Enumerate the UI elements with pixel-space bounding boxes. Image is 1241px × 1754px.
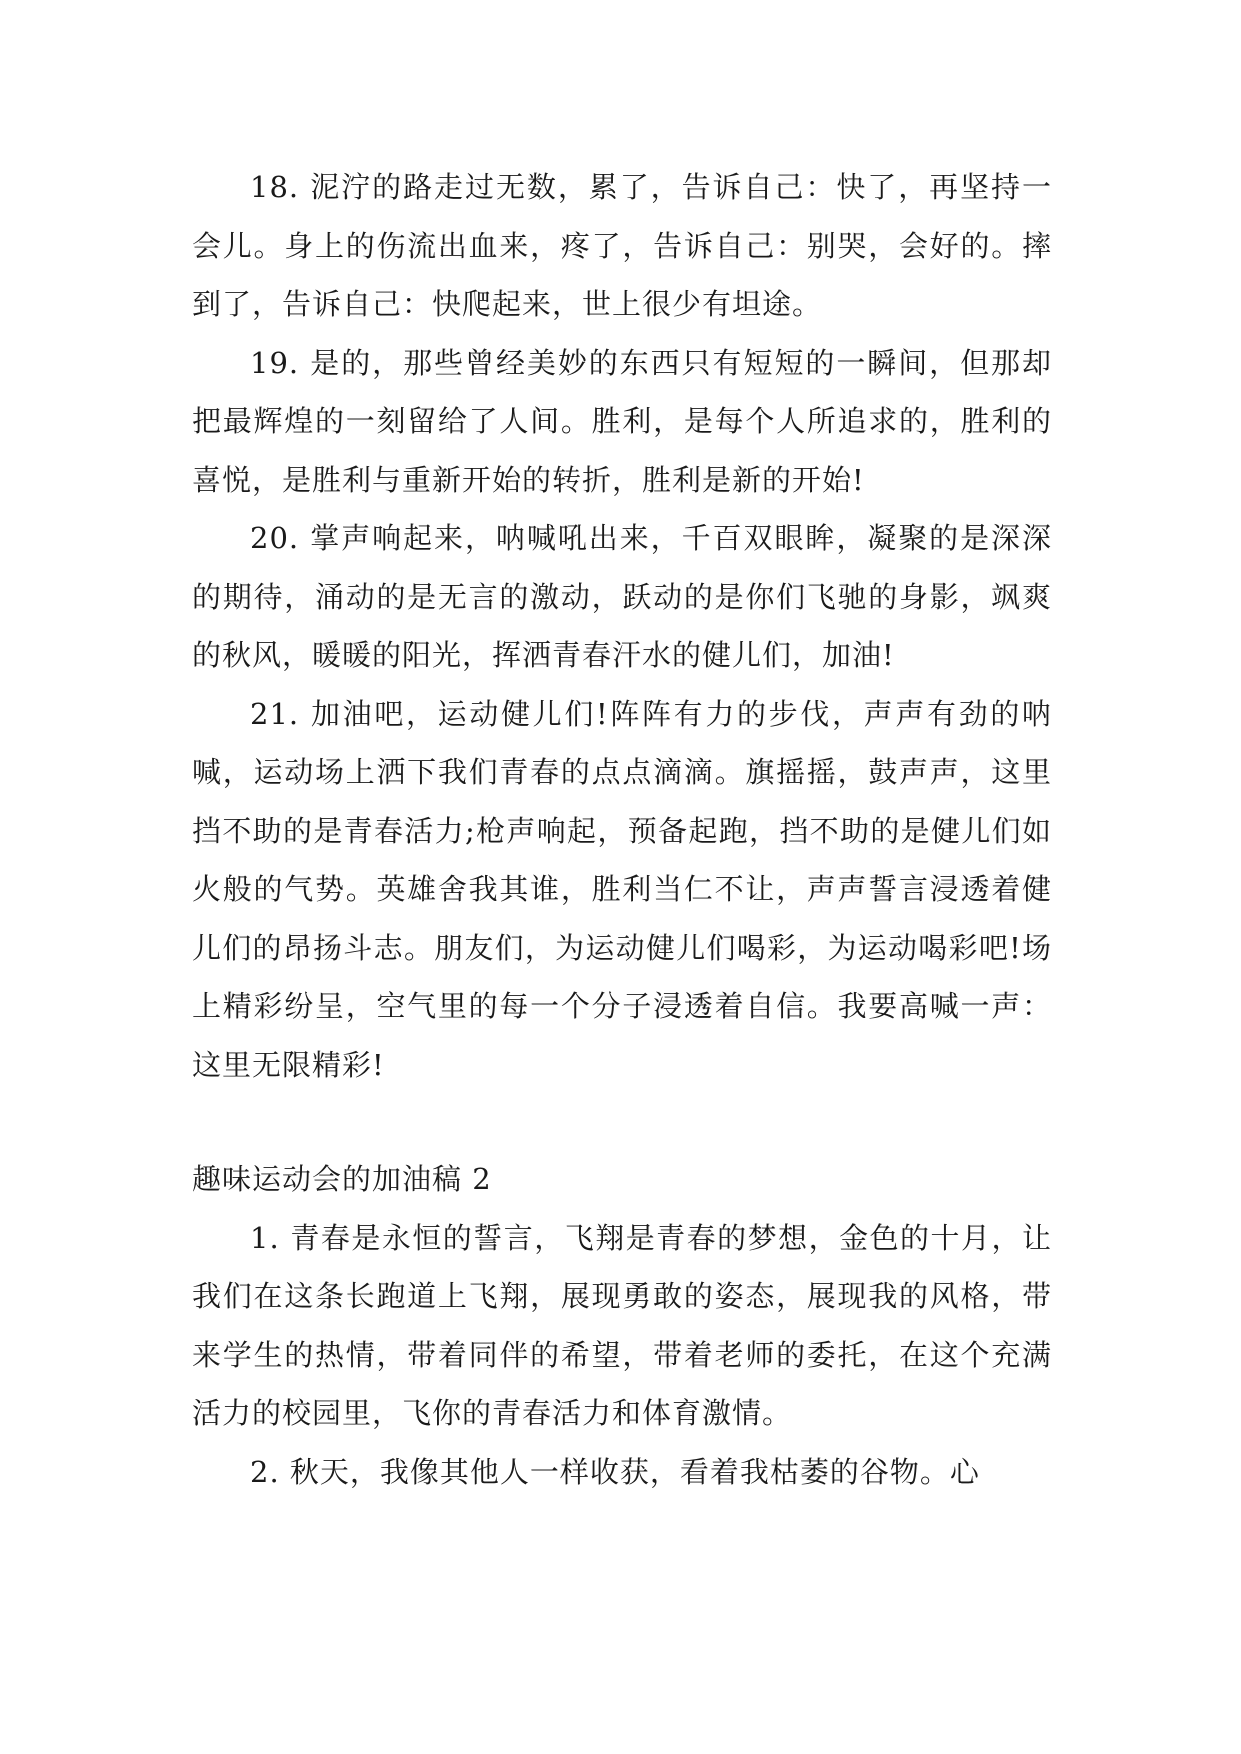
paragraph-item-18: 18. 泥泞的路走过无数，累了，告诉自己：快了，再坚持一会儿。身上的伤流出血来，疼了，告诉自己：别哭，会好的。摔到了，告诉自己：快爬起来，世上很少有坦途。 xyxy=(192,170,1052,321)
paragraph-item-19: 19. 是的，那些曾经美妙的东西只有短短的一瞬间，但那却把最辉煌的一刻留给了人间。胜利，是每个人所追求的，胜利的喜悦，是胜利与重新开始的转折，胜利是新的开始! xyxy=(192,345,1052,497)
paragraph-item-21: 21. 加油吧，运动健儿们!阵阵有力的步伐，声声有劲的呐喊，运动场上洒下我们青春的点点滴滴。旗摇摇，鼓声声，这里挡不助的是青春活力;枪声响起，预备起跑，挡不助的是健儿们如火般的气势。英雄舍我其谁，胜利当仁不让，声声誓言浸透着健儿们的昂扬斗志。朋友们，为运动健儿们喝彩，为运动喝彩吧!场上精彩纷呈，空气里的每一个分子浸透着自信。我要高喊一声：这里无限精彩! xyxy=(192,696,1052,1082)
section-title: 趣味运动会的加油稿 2 xyxy=(192,1162,492,1196)
paragraph-item-2: 2. 秋天，我像其他人一样收获，看着我枯萎的谷物。心 xyxy=(250,1454,980,1489)
paragraph-item-1: 1. 青春是永恒的誓言，飞翔是青春的梦想，金色的十月，让我们在这条长跑道上飞翔，展现勇敢的姿态，展现我的风格，带来学生的热情，带着同伴的希望，带着老师的委托，在这个充满活力的校园里，飞你的青春活力和体育激情。 xyxy=(192,1220,1052,1430)
section-gap xyxy=(192,1094,1052,1150)
paragraph-item-20: 20. 掌声响起来，呐喊吼出来，千百双眼眸，凝聚的是深深的期待，涌动的是无言的激动，跃动的是你们飞驰的身影，飒爽的秋风，暖暖的阳光，挥洒青春汗水的健儿们，加油! xyxy=(192,521,1052,672)
document-page xyxy=(192,158,1052,1501)
